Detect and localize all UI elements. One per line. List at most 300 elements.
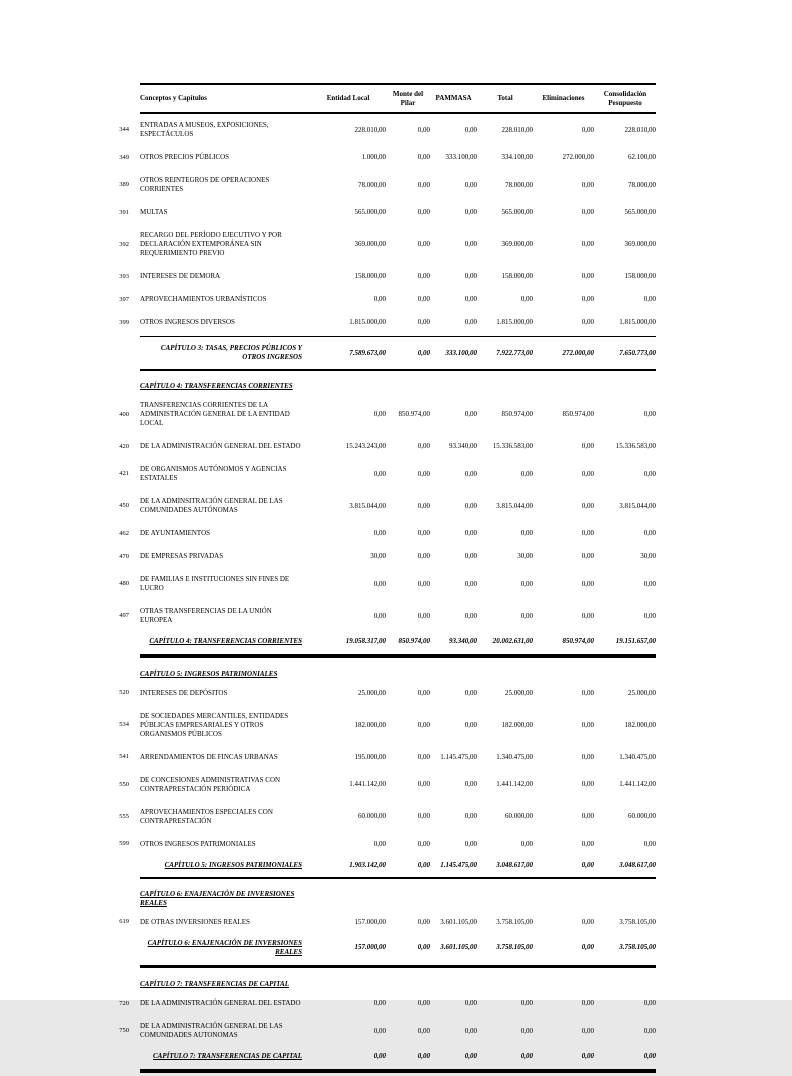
value-cell: 369.000,00 [501, 240, 533, 248]
chapter-total-row [100, 339, 656, 367]
value-cell: 272.000,00 [562, 348, 594, 357]
value-cell: 0,00 [417, 318, 430, 326]
value-cell: 0,00 [581, 272, 594, 280]
table-row [100, 288, 656, 311]
value-cell: 0,00 [581, 208, 594, 216]
concept-label: DE OTRAS INVERSIONES REALES [140, 917, 250, 926]
row-cells [140, 918, 656, 927]
section-header-row [100, 971, 656, 992]
value-cell: 0,00 [417, 295, 430, 303]
value-cell: 25.000,00 [358, 688, 386, 697]
value-cell: 0,00 [417, 125, 430, 134]
value-cell: 3.758.105,00 [619, 943, 656, 951]
column-header-total: Total [497, 94, 513, 103]
value-cell: 1.903.142,00 [349, 860, 386, 869]
value-cell: 3.601.105,00 [440, 917, 477, 926]
value-cell: 15.336.583,00 [615, 442, 656, 450]
value-cell: 182.000,00 [624, 720, 656, 729]
table-header [100, 83, 656, 114]
value-cell: 0,00 [464, 180, 477, 189]
value-cell: 0,00 [417, 208, 430, 216]
value-cell: 0,00 [417, 752, 430, 761]
value-cell: 0,00 [581, 752, 594, 761]
concept-code: 555 [119, 812, 129, 820]
table-row [100, 435, 656, 458]
value-cell: 3.758.105,00 [619, 917, 656, 926]
concept-label: OTROS INGRESOS DIVERSOS [140, 318, 235, 326]
value-cell: 333.100,00 [445, 348, 477, 357]
value-cell: 1.815.000,00 [496, 318, 533, 326]
table-row [100, 769, 656, 801]
concept-label: ENTRADAS A MUSEOS, EXPOSICIONES, ESPECTÁCULOS [140, 121, 269, 138]
row-cells [140, 776, 656, 794]
row-cells [140, 637, 656, 646]
row-cells [140, 465, 656, 483]
value-cell: 0,00 [464, 999, 477, 1007]
value-cell: 0,00 [417, 812, 430, 820]
value-cell: 0,00 [464, 1052, 477, 1060]
column-header-monte-del-pilar: Monte del Pilar [392, 90, 424, 107]
value-cell: 0,00 [464, 529, 477, 537]
value-cell: 0,00 [417, 943, 430, 951]
row-cells [140, 575, 656, 593]
value-cell: 0,00 [643, 469, 656, 478]
value-cell: 0,00 [520, 469, 533, 478]
value-cell: 0,00 [417, 611, 430, 620]
row-cells [140, 401, 656, 428]
value-cell: 0,00 [373, 839, 386, 848]
value-cell: 1.441.142,00 [496, 780, 533, 788]
table-row [100, 201, 656, 224]
value-cell: 565.000,00 [501, 208, 533, 216]
section-header-row [100, 661, 656, 682]
column-header-pammasa: PAMMASA [435, 94, 472, 103]
row-cells [140, 318, 656, 327]
concept-code: 450 [119, 502, 129, 509]
value-cell: 0,00 [643, 611, 656, 620]
value-cell: 3.601.105,00 [440, 943, 477, 951]
value-cell: 0,00 [464, 208, 477, 216]
section-title: CAPÍTULO 4: TRANSFERENCIAS CORRIENTES [140, 382, 293, 390]
value-cell: 7.922.773,00 [496, 348, 533, 357]
concept-label: DE LA ADMINISTRACIÓN GENERAL DE LAS COMUNIDADES AUTONOMAS [140, 1022, 283, 1039]
row-cells [140, 670, 656, 679]
concept-label: APROVECHAMIENTOS URBANÍSTICOS [140, 295, 267, 303]
concept-code: 421 [119, 470, 129, 477]
value-cell: 0,00 [373, 410, 386, 418]
section-header-row [100, 373, 656, 394]
value-cell: 0,00 [581, 295, 594, 303]
table-rule [140, 877, 656, 879]
value-cell: 195.000,00 [354, 752, 386, 761]
concept-label: DE LA ADMINSITRACIÓN GENERAL DE LAS COMUNIDADES AUTÓNOMAS [140, 497, 283, 514]
concept-code: 599 [119, 840, 129, 847]
table-row [100, 114, 656, 146]
value-cell: 19.151.657,00 [615, 637, 656, 645]
section-title: CAPÍTULO 7: TRANSFERENCIAS DE CAPITAL [140, 980, 289, 988]
row-cells [140, 529, 656, 538]
chapter-total-label: CAPÍTULO 4: TRANSFERENCIAS CORRIENTES [149, 637, 302, 645]
value-cell: 0,00 [417, 442, 430, 450]
value-cell: 19.058.317,00 [345, 637, 386, 645]
value-cell: 0,00 [417, 552, 430, 560]
value-cell: 0,00 [643, 295, 656, 303]
value-cell: 3.048.617,00 [619, 860, 656, 869]
value-cell: 0,00 [581, 552, 594, 560]
concept-code: 400 [119, 410, 129, 418]
value-cell: 0,00 [417, 180, 430, 189]
value-cell: 0,00 [464, 552, 477, 560]
row-cells [140, 753, 656, 762]
value-cell: 0,00 [464, 839, 477, 848]
concept-label: DE EMPRESAS PRIVADAS [140, 552, 224, 560]
row-cells [140, 999, 656, 1008]
row-cells [140, 442, 656, 451]
value-cell: 0,00 [520, 999, 533, 1007]
table-row [100, 746, 656, 769]
value-cell: 20.002.631,00 [492, 637, 533, 645]
value-cell: 333.100,00 [445, 153, 477, 161]
table-row [100, 394, 656, 435]
value-cell: 78.000,00 [628, 180, 656, 189]
table-row [100, 522, 656, 545]
value-cell: 30,00 [370, 552, 386, 560]
concept-code: 462 [119, 529, 129, 537]
value-cell: 369.000,00 [624, 240, 656, 248]
value-cell: 7.650.773,00 [619, 348, 656, 357]
concept-code: 550 [119, 780, 129, 788]
value-cell: 182.000,00 [501, 720, 533, 729]
value-cell: 0,00 [417, 780, 430, 788]
value-cell: 0,00 [581, 917, 594, 926]
value-cell: 0,00 [643, 529, 656, 537]
value-cell: 0,00 [581, 469, 594, 478]
value-cell: 157.000,00 [354, 943, 386, 951]
concept-label: TRANSFERENCIAS CORRIENTES DE LA ADMINISTRACIÓN GENERAL DE LA ENTIDAD LOCAL [140, 401, 290, 427]
concept-code: 349 [119, 153, 129, 161]
table-body [100, 114, 656, 1073]
concept-label: DE SOCIEDADES MERCANTILES, ENTIDADES PÚBLICAS EMPRESARIALES Y OTROS ORGANISMOS PÚBLICOS [140, 711, 289, 738]
value-cell: 0,00 [464, 410, 477, 418]
value-cell: 0,00 [643, 1026, 656, 1035]
value-cell: 0,00 [581, 1052, 594, 1060]
value-cell: 0,00 [581, 529, 594, 537]
table-row [100, 833, 656, 856]
table-row [100, 545, 656, 568]
concept-code: 391 [119, 208, 129, 216]
table-row [100, 911, 656, 934]
concept-label: MULTAS [140, 208, 168, 216]
section-title: CAPÍTULO 6: ENAJENACIÓN DE INVERSIONES REALES [140, 889, 295, 907]
value-cell: 0,00 [417, 917, 430, 926]
row-cells [140, 808, 656, 826]
value-cell: 850.974,00 [562, 637, 594, 645]
value-cell: 850.974,00 [501, 410, 533, 418]
value-cell: 0,00 [581, 688, 594, 697]
value-cell: 1.340.475,00 [496, 752, 533, 761]
value-cell: 93.340,00 [449, 637, 477, 645]
value-cell: 0,00 [373, 469, 386, 478]
value-cell: 1.441.142,00 [349, 780, 386, 788]
value-cell: 0,00 [581, 180, 594, 189]
value-cell: 0,00 [373, 999, 386, 1007]
value-cell: 565.000,00 [624, 208, 656, 216]
concept-code: 541 [119, 753, 129, 760]
concept-code: 393 [119, 272, 129, 280]
value-cell: 0,00 [417, 1052, 430, 1060]
chapter-total-label: CAPÍTULO 7: TRANSFERENCIAS DE CAPITAL [153, 1052, 302, 1060]
value-cell: 0,00 [581, 999, 594, 1007]
chapter-total-row [100, 934, 656, 962]
concept-code: 750 [119, 1027, 129, 1034]
value-cell: 158.000,00 [624, 272, 656, 280]
value-cell: 1.145.475,00 [440, 752, 477, 761]
value-cell: 0,00 [417, 469, 430, 478]
value-cell: 1.340.475,00 [619, 752, 656, 761]
value-cell: 158.000,00 [354, 272, 386, 280]
concept-code: 520 [119, 689, 129, 696]
value-cell: 3.815.044,00 [619, 501, 656, 510]
row-cells [140, 497, 656, 515]
section-title: CAPÍTULO 5: INGRESOS PATRIMONIALES [140, 669, 278, 678]
value-cell: 1.000,00 [361, 153, 386, 161]
value-cell: 0,00 [417, 839, 430, 848]
table-row [100, 1015, 656, 1047]
concept-code: 344 [119, 126, 129, 133]
value-cell: 25.000,00 [505, 688, 533, 697]
value-cell: 228.010,00 [501, 125, 533, 134]
value-cell: 334.100,00 [501, 153, 533, 161]
value-cell: 1.441.142,00 [619, 780, 656, 788]
value-cell: 0,00 [520, 529, 533, 537]
value-cell: 0,00 [373, 295, 386, 303]
value-cell: 0,00 [464, 501, 477, 510]
row-cells [140, 121, 656, 139]
row-cells [140, 382, 656, 391]
value-cell: 15.243.243,00 [345, 442, 386, 450]
row-cells [140, 712, 656, 739]
row-cells [140, 208, 656, 217]
table-row [100, 265, 656, 288]
value-cell: 3.758.105,00 [496, 943, 533, 951]
value-cell: 0,00 [373, 529, 386, 537]
value-cell: 60.000,00 [358, 812, 386, 820]
value-cell: 0,00 [464, 688, 477, 697]
concept-label: DE AYUNTAMIENTOS [140, 529, 211, 537]
concept-label: RECARGO DEL PERÍODO EJECUTIVO Y POR DECLARACIÓN EXTEMPORÁNEA SIN REQUERIMIENTO PREVIO [140, 231, 282, 257]
row-cells [140, 840, 656, 849]
concept-label: DE LA ADMINISTRACIÓN GENERAL DEL ESTADO [140, 999, 301, 1007]
value-cell: 0,00 [520, 839, 533, 848]
table-row [100, 458, 656, 490]
value-cell: 25.000,00 [628, 688, 656, 697]
concept-code: 420 [119, 442, 129, 450]
value-cell: 0,00 [464, 611, 477, 620]
value-cell: 0,00 [464, 318, 477, 326]
concept-code: 399 [119, 318, 129, 326]
row-cells [140, 176, 656, 194]
value-cell: 369.000,00 [354, 240, 386, 248]
value-cell: 0,00 [581, 125, 594, 134]
row-cells [140, 272, 656, 281]
value-cell: 0,00 [581, 860, 594, 869]
section-header-row [100, 881, 656, 911]
value-cell: 0,00 [464, 1026, 477, 1035]
value-cell: 3.048.617,00 [496, 860, 533, 869]
value-cell: 0,00 [417, 529, 430, 537]
column-header-entidad-local: Entidad Local [326, 94, 370, 103]
row-cells [140, 890, 656, 908]
value-cell: 0,00 [464, 240, 477, 248]
value-cell: 0,00 [581, 1026, 594, 1035]
value-cell: 0,00 [417, 153, 430, 161]
row-cells [140, 552, 656, 561]
table-row [100, 146, 656, 169]
value-cell: 850.974,00 [398, 410, 430, 418]
concept-label: DE LA ADMINISTRACIÓN GENERAL DEL ESTADO [140, 442, 301, 450]
value-cell: 0,00 [373, 611, 386, 620]
value-cell: 30,00 [640, 552, 656, 560]
value-cell: 0,00 [643, 1052, 656, 1060]
value-cell: 93.340,00 [449, 442, 477, 450]
value-cell: 850.974,00 [398, 637, 430, 645]
value-cell: 3.815.044,00 [496, 501, 533, 510]
row-cells [140, 295, 656, 304]
value-cell: 60.000,00 [505, 812, 533, 820]
chapter-total-label: CAPÍTULO 3: TASAS, PRECIOS PÚBLICOS Y OTROS INGRESOS [160, 344, 302, 361]
concept-code: 397 [119, 295, 129, 303]
value-cell: 0,00 [464, 125, 477, 134]
concept-label: OTROS INGRESOS PATRIMONIALES [140, 839, 256, 848]
value-cell: 0,00 [520, 1052, 533, 1060]
row-cells [140, 153, 656, 162]
row-cells [140, 344, 656, 362]
value-cell: 0,00 [581, 442, 594, 450]
table-row [100, 224, 656, 265]
table-rule [140, 336, 656, 337]
value-cell: 0,00 [581, 780, 594, 788]
table-rule [140, 965, 656, 969]
concept-label: INTERESES DE DEPÓSITOS [140, 688, 228, 697]
value-cell: 0,00 [581, 943, 594, 951]
value-cell: 1.815.000,00 [619, 318, 656, 326]
chapter-total-row [100, 1047, 656, 1066]
table-rule [140, 1069, 656, 1073]
concept-label: DE CONCESIONES ADMINISTRATIVAS CON CONTRAPRESTACIÓN PERIÓDICA [140, 775, 281, 793]
row-cells [140, 689, 656, 698]
value-cell: 0,00 [417, 999, 430, 1007]
value-cell: 850.974,00 [562, 410, 594, 418]
chapter-total-row [100, 632, 656, 651]
row-cells [140, 1052, 656, 1061]
row-cells [140, 607, 656, 625]
value-cell: 78.000,00 [505, 180, 533, 189]
chapter-total-label: CAPÍTULO 6: ENAJENACIÓN DE INVERSIONES REALES [147, 938, 302, 956]
value-cell: 157.000,00 [354, 917, 386, 926]
concept-code: 534 [119, 721, 129, 728]
value-cell: 0,00 [464, 469, 477, 478]
value-cell: 0,00 [464, 780, 477, 788]
value-cell: 30,00 [517, 552, 533, 560]
value-cell: 0,00 [581, 720, 594, 729]
value-cell: 0,00 [417, 688, 430, 697]
concept-code: 720 [119, 999, 129, 1007]
column-header-eliminaciones: Eliminaciones [542, 94, 585, 103]
value-cell: 0,00 [581, 579, 594, 588]
value-cell: 7.589.673,00 [349, 348, 386, 357]
value-cell: 228.010,00 [624, 125, 656, 134]
value-cell: 0,00 [417, 501, 430, 510]
table-row [100, 568, 656, 600]
value-cell: 0,00 [581, 240, 594, 248]
value-cell: 228.010,00 [354, 125, 386, 134]
value-cell: 0,00 [581, 318, 594, 326]
table-row [100, 311, 656, 334]
value-cell: 565.000,00 [354, 208, 386, 216]
value-cell: 0,00 [520, 579, 533, 588]
concept-label: DE ORGANISMOS AUTÓNOMOS Y AGENCIAS ESTATALES [140, 465, 287, 482]
value-cell: 0,00 [581, 812, 594, 820]
value-cell: 182.000,00 [354, 720, 386, 729]
value-cell: 0,00 [581, 611, 594, 620]
value-cell: 1.145.475,00 [440, 860, 477, 869]
value-cell: 0,00 [464, 272, 477, 280]
value-cell: 62.100,00 [628, 153, 656, 161]
table-rule [140, 369, 656, 371]
row-cells [140, 980, 656, 989]
chapter-total-label: CAPÍTULO 5: INGRESOS PATRIMONIALES [164, 860, 302, 869]
concept-code: 470 [119, 552, 129, 560]
concept-code: 389 [119, 181, 129, 188]
concept-code: 392 [119, 240, 129, 248]
table-row [100, 682, 656, 705]
value-cell: 0,00 [417, 720, 430, 729]
column-header-conceptos: Conceptos y Capítulos [140, 94, 207, 103]
value-cell: 158.000,00 [501, 272, 533, 280]
value-cell: 78.000,00 [358, 180, 386, 189]
concept-label: DE FAMILIAS E INSTITUCIONES SIN FINES DE LUCRO [140, 575, 290, 592]
concept-label: INTERESES DE DEMORA [140, 272, 221, 280]
value-cell: 3.758.105,00 [496, 917, 533, 926]
concept-label: OTRAS TRANSFERENCIAS DE LA UNIÓN EUROPEA [140, 607, 272, 624]
row-cells [140, 861, 656, 870]
value-cell: 0,00 [417, 272, 430, 280]
concept-label: ARRENDAMIENTOS DE FINCAS URBANAS [140, 752, 278, 761]
value-cell: 0,00 [373, 579, 386, 588]
value-cell: 272.000,00 [562, 153, 594, 161]
table-row [100, 490, 656, 522]
value-cell: 3.815.044,00 [349, 501, 386, 510]
value-cell: 0,00 [643, 410, 656, 418]
value-cell: 60.000,00 [628, 812, 656, 820]
value-cell: 0,00 [643, 999, 656, 1007]
column-header-consolidacion: Consolidación Pesupuesto [603, 90, 647, 107]
value-cell: 0,00 [417, 348, 430, 357]
value-cell: 0,00 [373, 1052, 386, 1060]
value-cell: 0,00 [417, 1026, 430, 1035]
concept-code: 619 [119, 918, 129, 925]
value-cell: 0,00 [643, 579, 656, 588]
row-cells [140, 231, 656, 258]
table-row [100, 169, 656, 201]
value-cell: 0,00 [464, 720, 477, 729]
value-cell: 0,00 [520, 1026, 533, 1035]
value-cell: 0,00 [464, 579, 477, 588]
table-row [100, 801, 656, 833]
chapter-total-row [100, 856, 656, 875]
value-cell: 0,00 [417, 579, 430, 588]
concept-label: OTROS PRECIOS PÚBLICOS [140, 153, 230, 161]
